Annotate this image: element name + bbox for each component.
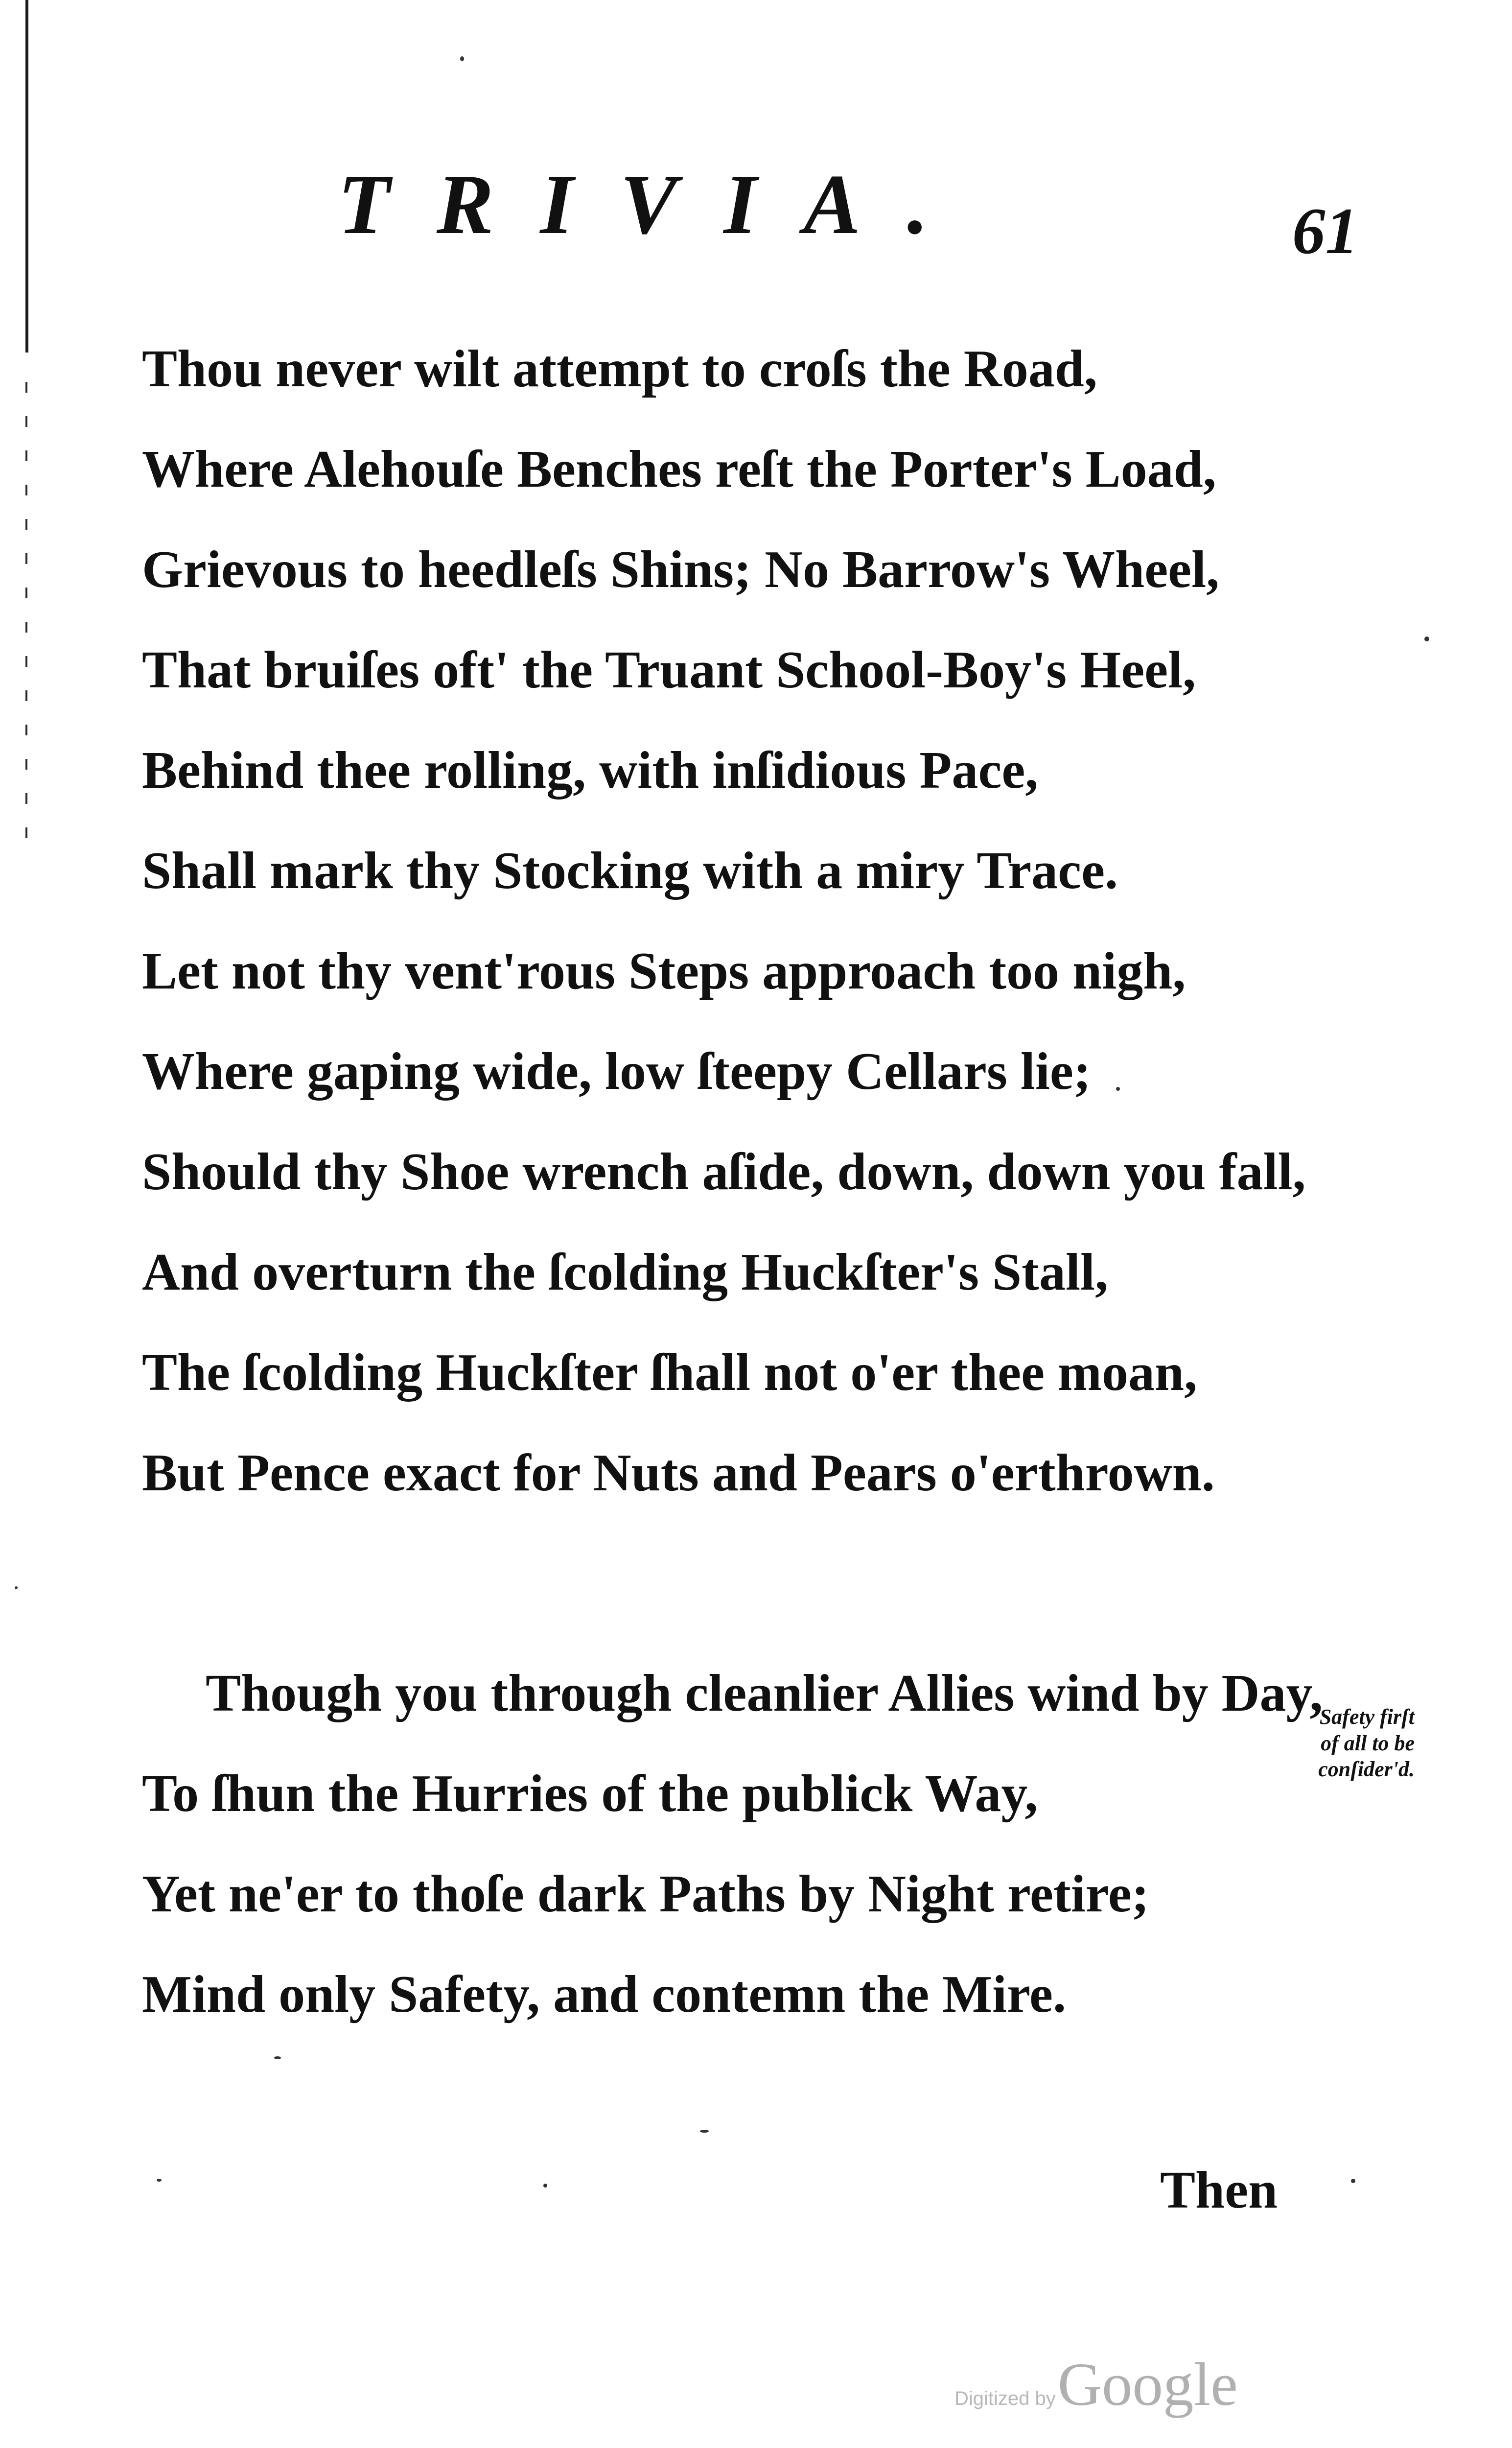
verse-line: Grievous to heedleſs Shins; No Barrow's Wheel, [142, 541, 1220, 599]
verse-line: The ſcolding Huckſter ſhall not o'er thee moan, [142, 1343, 1198, 1402]
verse-line: And overturn the ſcolding Huckſter's Stall, [142, 1243, 1109, 1301]
paper-speck [1116, 1087, 1120, 1091]
verse-line: Though you through cleanlier Allies wind by Day, [206, 1664, 1323, 1722]
verse-line: Shall mark thy Stocking with a miry Trace. [142, 842, 1118, 900]
verse-line: Where Alehouſe Benches reſt the Porter's Load, [142, 440, 1216, 498]
digitized-by-watermark [954, 2350, 1238, 2420]
verse-line: Let not thy vent'rous Steps approach too nigh, [142, 942, 1186, 1000]
paper-speck [157, 2179, 162, 2182]
paper-speck [274, 2056, 281, 2059]
verse-line: Mind only Safety, and contemn the Mire. [142, 1965, 1066, 2024]
digitized-label: Digitized by [954, 2388, 1056, 2409]
verse-line: To ſhun the Hurries of the publick Way, [142, 1765, 1038, 1823]
running-title: TRIVIA. [338, 157, 976, 252]
verse-line: That bruiſes oft' the Truant School-Boy's Heel, [142, 641, 1196, 699]
paper-speck [543, 2184, 547, 2188]
page-number: 61 [1292, 195, 1358, 268]
verse-line: Yet ne'er to thoſe dark Paths by Night retire; [142, 1865, 1149, 1923]
catchword: Then [1160, 2161, 1278, 2219]
paper-speck [460, 56, 464, 61]
margin-note-line: of all to be [1321, 1731, 1415, 1755]
margin-note [1268, 1704, 1415, 1783]
verse-line: Where gaping wide, low ſteepy Cellars lie; [142, 1042, 1091, 1101]
paper-speck [1351, 2179, 1355, 2183]
verse-line: Thou never wilt attempt to croſs the Road, [142, 340, 1097, 398]
google-logo: Google [1057, 2351, 1238, 2419]
paper-speck [15, 1586, 18, 1589]
page-binding-edge-dotted [25, 382, 27, 862]
verse-line: Behind thee rolling, with inſidious Pace, [142, 741, 1039, 800]
verse-line: Should thy Shoe wrench aſide, down, down you fall, [142, 1143, 1306, 1201]
verse-line: But Pence exact for Nuts and Pears o'erthrown. [142, 1444, 1215, 1502]
margin-note-line: conſider'd. [1318, 1757, 1415, 1782]
paper-speck [1424, 636, 1429, 641]
paper-speck [700, 2130, 709, 2133]
page-binding-edge [25, 0, 28, 353]
margin-note-line: Safety firſt [1319, 1705, 1415, 1729]
